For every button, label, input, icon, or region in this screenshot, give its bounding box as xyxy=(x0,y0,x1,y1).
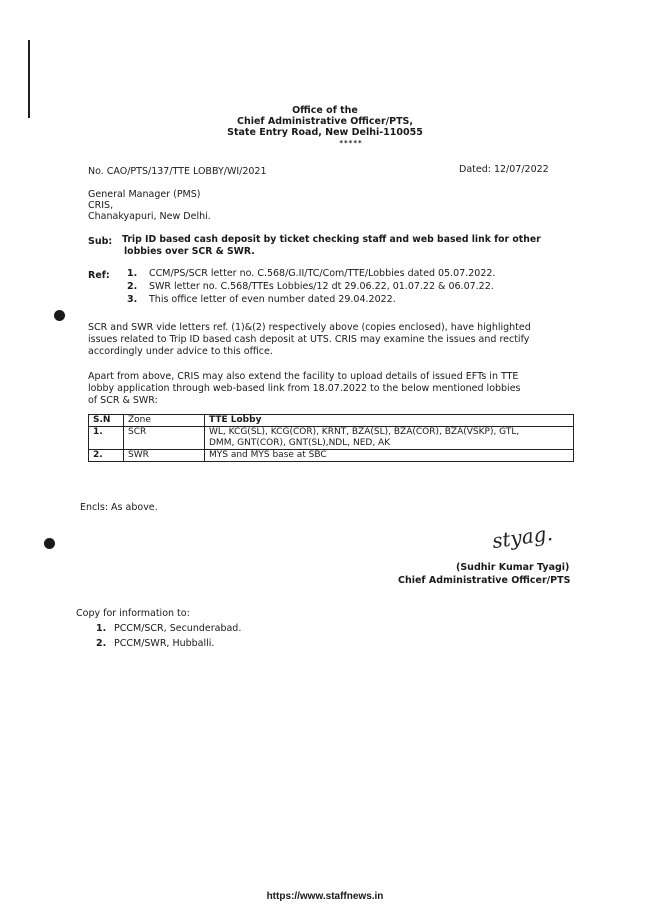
copy-num: 1. xyxy=(96,623,107,634)
subject-line1: Trip ID based cash deposit by ticket checking staff and web based link for other xyxy=(122,234,541,245)
signature-scrawl: styag. xyxy=(490,520,555,554)
para1-line3: accordingly under advice to this office. xyxy=(88,346,273,357)
table-row xyxy=(89,427,574,450)
lobby-table xyxy=(88,414,574,462)
para2-line1: Apart from above, CRIS may also extend the facility to upload details of issued EFTs in TTE xyxy=(88,371,519,382)
copy-text: PCCM/SCR, Secunderabad. xyxy=(114,623,242,634)
subject-label: Sub: xyxy=(88,236,113,247)
para2-line3: of SCR & SWR: xyxy=(88,395,158,406)
ref-text: SWR letter no. C.568/TTEs Lobbies/12 dt 29.06.22, 01.07.22 & 06.07.22. xyxy=(149,281,494,292)
ref-num: 1. xyxy=(127,268,138,279)
office-title: Chief Administrative Officer/PTS, xyxy=(236,116,414,127)
para1-line2: issues related to Trip ID based cash deposit at UTS. CRIS may examine the issues and rectify xyxy=(88,334,530,345)
cell-sn: 1. xyxy=(89,427,124,450)
subject-line2: lobbies over SCR & SWR. xyxy=(124,246,255,257)
office-address: State Entry Road, New Delhi-110055 xyxy=(227,127,423,138)
cell-lobby xyxy=(205,427,574,450)
footer-url: https://www.staffnews.in xyxy=(266,891,384,902)
ref-text: This office letter of even number dated 29.04.2022. xyxy=(149,294,396,305)
addressee-line1: General Manager (PMS) xyxy=(88,189,201,200)
ref-num: 3. xyxy=(127,294,138,305)
para1-line1: SCR and SWR vide letters ref. (1)&(2) respectively above (copies enclosed), have highlighted xyxy=(88,322,531,333)
copy-text: PCCM/SWR, Hubballi. xyxy=(114,638,215,649)
signatory-designation: Chief Administrative Officer/PTS xyxy=(398,575,571,586)
header-sn: S.N xyxy=(89,415,124,427)
signatory-name: (Sudhir Kumar Tyagi) xyxy=(456,562,570,573)
header-lobby: TTE Lobby xyxy=(205,415,574,427)
enclosures: Encls: As above. xyxy=(80,502,158,513)
header-stars: ***** xyxy=(339,139,363,147)
cell-zone: SCR xyxy=(124,427,205,450)
addressee-line2: CRIS, xyxy=(88,200,114,211)
copy-intro: Copy for information to: xyxy=(76,608,190,619)
punch-hole-bottom xyxy=(44,538,55,549)
lobby-line: WL, KCG(SL), KCG(COR), KRNT, BZA(SL), BZA(COR), BZA(VSKP), GTL, xyxy=(209,427,520,437)
header-zone: Zone xyxy=(124,415,205,427)
cell-lobby: MYS and MYS base at SBC xyxy=(205,450,574,462)
table-header-row xyxy=(89,415,574,427)
table-row xyxy=(89,450,574,462)
cell-zone: SWR xyxy=(124,450,205,462)
punch-hole-top xyxy=(54,310,65,321)
dated: Dated: 12/07/2022 xyxy=(459,164,549,175)
reference-number: No. CAO/PTS/137/TTE LOBBY/WI/2021 xyxy=(88,166,267,177)
copy-num: 2. xyxy=(96,638,107,649)
ref-num: 2. xyxy=(127,281,138,292)
office-line: Office of the xyxy=(292,105,358,116)
ref-label: Ref: xyxy=(88,270,110,281)
addressee-line3: Chanakyapuri, New Delhi. xyxy=(88,211,211,222)
ref-text: CCM/PS/SCR letter no. C.568/G.II/TC/Com/TTE/Lobbies dated 05.07.2022. xyxy=(149,268,496,279)
lobby-line: DMM, GNT(COR), GNT(SL),NDL, NED, AK xyxy=(209,438,391,448)
cell-sn: 2. xyxy=(89,450,124,462)
para2-line2: lobby application through web-based link from 18.07.2022 to the below mentioned lobbies xyxy=(88,383,521,394)
